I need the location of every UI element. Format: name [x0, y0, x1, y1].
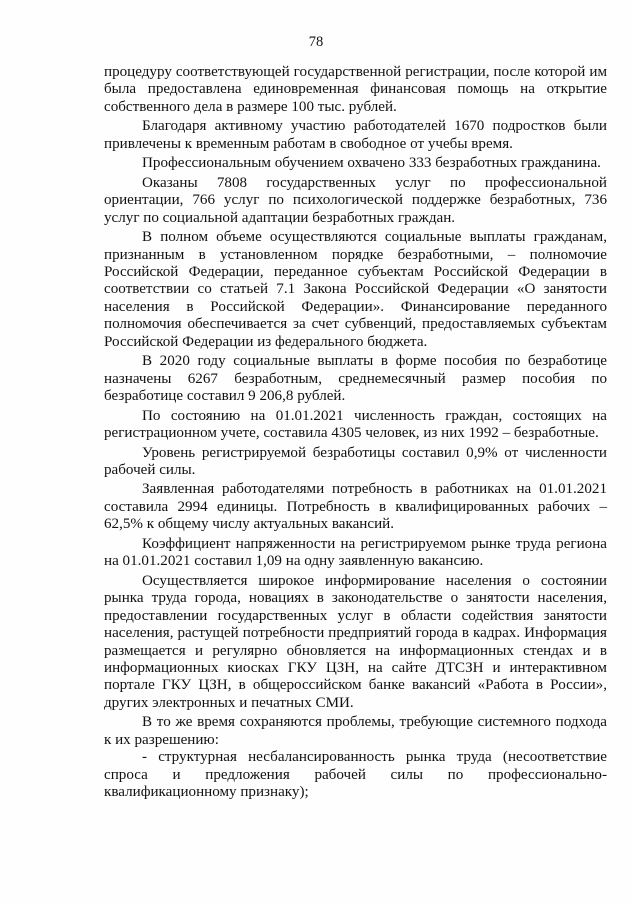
page-number: 78 — [308, 34, 324, 50]
paragraph-3: Профессиональным обучением охвачено 333 безработных гражданина. — [142, 155, 601, 172]
paragraph-7: По состоянию на 01.01.2021 численность граждан, состоящих на регистрационном учете, составила 4305 человек, из них 1992 – безработные. — [104, 407, 607, 442]
paragraph-10: Коэффициент напряженности на регистрируемом рынке труда региона на 01.01.2021 составил 1,09 на одну заявленную вакансию. — [104, 535, 607, 570]
paragraph-8: Уровень регистрируемой безработицы составил 0,9% от численности рабочей силы. — [104, 444, 607, 478]
paragraph-9: Заявленная работодателями потребность в работниках на 01.01.2021 составила 2994 единицы. Потребность в квалифицированных рабочих – 62,5% к общему числу актуальных вакансий. — [104, 481, 607, 533]
paragraph-4: Оказаны 7808 государственных услуг по профессиональной ориентации, 766 услуг по психологической поддержке безработных, 736 услуг по социальной адаптации безработных граждан. — [104, 174, 607, 226]
paragraph-2: Благодаря активному участию работодателей 1670 подростков были привлечены к временным работам в свободное от учебы время. — [104, 118, 607, 152]
paragraph-1: процедуру соответствующей государственной регистрации, после которой им была предоставлена единовременная финансовая помощь на открытие собственного дела в размере 100 тыс. рублей. — [104, 64, 607, 115]
paragraph-12: В то же время сохраняются проблемы, требующие системного подхода к их разрешению: — [104, 714, 607, 748]
body-text — [104, 64, 607, 802]
paragraph-11: Осуществляется широкое информирование населения о состоянии рынка труда города, новациях в законодательстве о занятости населения, предоставлении государственных услуг в области содействия занятости населения, растущей потребности предприятий города в кадрах. Информация размещается и регулярно обновляется на информационных стендах и в информационных киосках ГКУ ЦЗН, на сайте ДТСЗН и интерактивном портале ГКУ ЦЗН, в общероссийском банке вакансий «Работа в России», других электронных и печатных СМИ. — [104, 572, 607, 711]
list-item-1: - структурная несбалансированность рынка труда (несоответствие спроса и предложения рабочей силы по профессионально-квалификационному признаку); — [104, 749, 607, 801]
paragraph-5: В полном объеме осуществляются социальные выплаты гражданам, признанным в установленном порядке безработными, – полномочие Российской Федерации, переданное субъектам Российской Федерации в соответствии со статьей 7.1 Закона Российской Федерации «О занятости населения в Российской Федерации». Финансирование переданного полномочия обеспечивается за счет субвенций, предоставляемых субъектам Российской Федерации из федерального бюджета. — [104, 229, 607, 350]
paragraph-6: В 2020 году социальные выплаты в форме пособия по безработице назначены 6267 безработным, среднемесячный размер пособия по безработице составил 9 206,8 рублей. — [104, 353, 607, 405]
